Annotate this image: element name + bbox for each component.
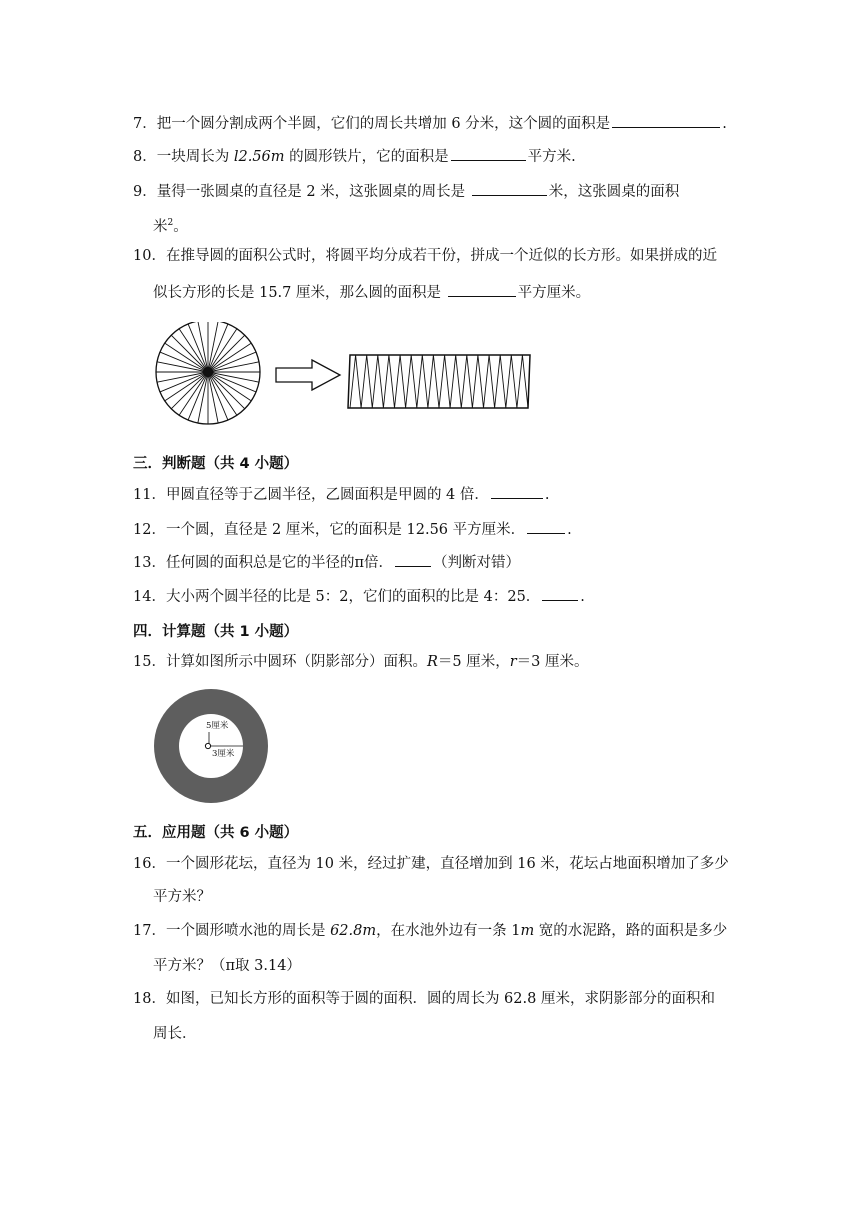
question-number: 10． xyxy=(133,248,166,264)
question-14 xyxy=(133,585,585,607)
question-text: 似长方形的长是 15.7 厘米，那么圆的面积是 xyxy=(153,285,446,301)
unit-text: 平方厘米。 xyxy=(517,285,591,301)
punctuation: . xyxy=(580,589,585,605)
section-judgement-heading: 三．判断题（共 4 小题） xyxy=(133,456,299,472)
question-10 xyxy=(133,246,717,266)
outer-radius-value: ＝5 厘米， xyxy=(437,654,510,670)
question-17 xyxy=(133,921,727,941)
section-application-heading: 五．应用题（共 6 小题） xyxy=(133,825,299,841)
answer-blank[interactable] xyxy=(395,551,431,567)
question-text: 甲圆直径等于乙圆半径，乙圆面积是甲圆的 4 倍． xyxy=(165,487,489,503)
question-text: 计算如图所示中圆环（阴影部分）面积。 xyxy=(165,654,427,670)
question-9 xyxy=(133,180,679,202)
unit-text: 米 xyxy=(153,218,168,235)
question-text: 在推导圆的面积公式时，将圆平均分成若干份，拼成一个近似的长方形。如果拼成的近 xyxy=(165,248,717,264)
question-text: 平方米？ xyxy=(153,889,211,905)
unit-text: 平方米. xyxy=(527,149,576,165)
question-10-continued xyxy=(153,281,590,303)
question-text: 一个圆形喷水池的周长是 xyxy=(165,923,331,939)
question-13 xyxy=(133,551,520,573)
question-18 xyxy=(133,989,715,1009)
question-text: 任何圆的面积总是它的半径的π倍． xyxy=(165,555,393,571)
question-17-continued xyxy=(153,956,301,976)
question-7 xyxy=(133,112,727,134)
punctuation: . xyxy=(544,487,550,503)
question-text: 宽的水泥路，路的面积是多少 xyxy=(534,923,728,939)
circumference-value: 62.8m xyxy=(330,923,377,939)
ring-figure xyxy=(150,688,270,808)
question-text: 把一个圆分割成两个半圆，它们的周长共增加 6 分米，这个圆的面积是 xyxy=(156,116,611,132)
punctuation: . xyxy=(722,116,727,132)
outer-radius-label: 5厘米 xyxy=(206,721,229,731)
question-12 xyxy=(133,518,572,540)
outer-radius-symbol: R xyxy=(426,654,438,670)
question-text: 一个圆形花坛，直径为 10 米，经过扩建，直径增加到 16 米，花坛占地面积增加了多少 xyxy=(165,856,729,872)
answer-blank[interactable] xyxy=(542,585,578,601)
inner-radius-symbol: r xyxy=(509,654,517,670)
arrow-right-icon xyxy=(276,360,340,390)
question-text: ，在水池外边有一条 1 xyxy=(376,923,521,939)
question-text: 量得一张圆桌的直径是 2 米，这张圆桌的周长是 xyxy=(156,184,470,200)
question-number: 9． xyxy=(133,184,157,200)
question-16-continued xyxy=(153,887,211,907)
question-16 xyxy=(133,854,729,874)
question-text: 周长． xyxy=(153,1026,197,1042)
section-calculation-heading: 四．计算题（共 1 小题） xyxy=(133,624,299,640)
question-text: 米，这张圆桌的面积 xyxy=(548,184,680,200)
question-15 xyxy=(133,652,589,672)
question-number: 8． xyxy=(133,149,157,165)
question-number: 12． xyxy=(133,522,166,538)
superscript: 2 xyxy=(167,218,174,228)
inner-radius-value: ＝3 厘米。 xyxy=(516,654,589,670)
question-text: 如图，已知长方形的面积等于圆的面积．圆的周长为 62.8 厘米，求阴影部分的面积和 xyxy=(165,991,715,1007)
answer-blank-circumference[interactable] xyxy=(472,180,547,196)
answer-blank[interactable] xyxy=(612,112,720,128)
question-number: 11． xyxy=(133,487,166,503)
question-number: 13． xyxy=(133,555,166,571)
question-number: 7． xyxy=(133,116,157,132)
question-number: 16． xyxy=(133,856,166,872)
question-text: 的圆形铁片，它的面积是 xyxy=(284,149,449,165)
question-8 xyxy=(133,145,576,167)
answer-blank[interactable] xyxy=(527,518,565,534)
question-text: 大小两个圆半径的比是 5：2，它们的面积的比是 4：25． xyxy=(165,589,541,605)
question-text: 平方米？（π取 3.14） xyxy=(153,958,301,974)
question-number: 15． xyxy=(133,654,166,670)
question-text: 一块周长为 xyxy=(156,149,234,165)
approximate-rectangle xyxy=(348,355,530,408)
question-number: 17． xyxy=(133,923,166,939)
answer-blank[interactable] xyxy=(448,281,516,297)
perimeter-value: l2.56m xyxy=(233,149,285,165)
question-9-continued xyxy=(153,213,188,237)
instruction-text: （判断对错） xyxy=(432,555,520,571)
question-18-continued xyxy=(153,1024,197,1044)
sectored-circle xyxy=(156,322,260,424)
punctuation: 。 xyxy=(173,218,188,235)
question-11 xyxy=(133,483,550,505)
question-text: 一个圆，直径是 2 厘米，它的面积是 12.56 平方厘米． xyxy=(165,522,526,538)
question-number: 18． xyxy=(133,991,166,1007)
inner-radius-label: 3厘米 xyxy=(212,749,235,759)
answer-blank[interactable] xyxy=(491,483,543,499)
answer-blank[interactable] xyxy=(451,145,526,161)
question-number: 14． xyxy=(133,589,166,605)
circle-to-rectangle-figure xyxy=(150,322,535,434)
unit-symbol: m xyxy=(520,923,535,939)
punctuation: . xyxy=(567,522,572,538)
